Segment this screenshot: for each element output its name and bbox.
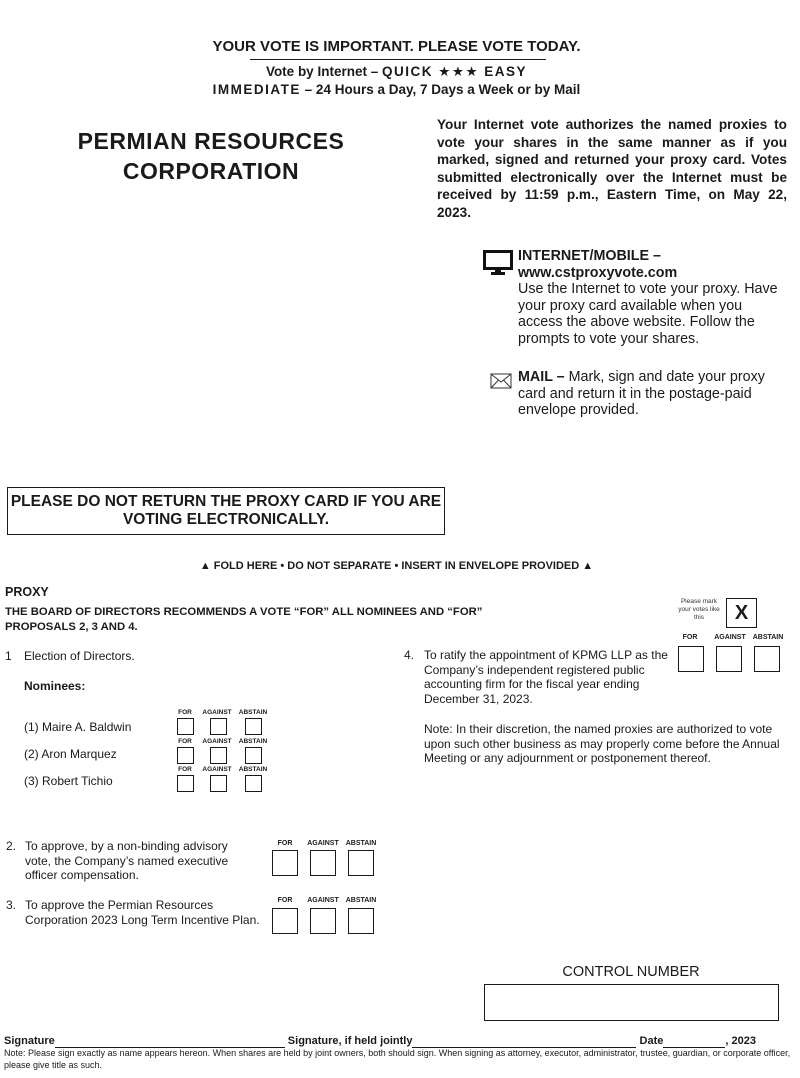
p2-for-header: FOR <box>277 840 293 847</box>
date-field[interactable] <box>663 1035 725 1048</box>
discretion-note: Note: In their discretion, the named proxies are authorized to vote upon such other business as may properly come before the Annual Meeting or any adjournment or postponement thereof. <box>424 722 780 765</box>
p4-against-checkbox[interactable] <box>716 646 742 672</box>
n2-against-header: AGAINST <box>202 738 232 745</box>
p3-against-checkbox[interactable] <box>310 908 336 934</box>
board-recommendation: THE BOARD OF DIRECTORS RECOMMENDS A VOTE “FOR” ALL NOMINEES AND “FOR” PROPOSALS 2, 3 AND 4. <box>5 606 483 633</box>
n2-abstain-header: ABSTAIN <box>238 738 268 745</box>
n1-against-checkbox[interactable] <box>210 718 227 735</box>
company-name <box>46 126 376 186</box>
p2-for-checkbox[interactable] <box>272 850 298 876</box>
n3-for-checkbox[interactable] <box>177 775 194 792</box>
n2-for-header: FOR <box>178 738 192 745</box>
do-not-return-text: PLEASE DO NOT RETURN THE PROXY CARD IF YOU ARE VOTING ELECTRONICALLY. <box>10 493 442 528</box>
computer-monitor-icon <box>483 250 513 276</box>
p3-against-header: AGAINST <box>307 897 339 904</box>
immediate-line <box>0 82 793 97</box>
nominee-1-name: (1) Maire A. Baldwin <box>24 720 132 734</box>
p2-against-header: AGAINST <box>307 840 339 847</box>
immediate-text: IMMEDIATE <box>212 82 301 97</box>
p3-for-checkbox[interactable] <box>272 908 298 934</box>
n2-abstain-checkbox[interactable] <box>245 747 262 764</box>
p4-text: To ratify the appointment of KPMG LLP as the Company’s independent registered public accounting firm for the fiscal year ending December 31, 2023. <box>424 648 668 706</box>
p1-title: Election of Directors. <box>24 649 135 663</box>
n3-for-header: FOR <box>178 766 192 773</box>
signature-note: Note: Please sign exactly as name appears hereon. When shares are held by joint owners, both should sign. When signing as attorney, executor, administrator, trustee, guardian, or corporate officer, please give title as such. <box>4 1048 791 1070</box>
p3-text: To approve the Permian Resources Corporation 2023 Long Term Incentive Plan. <box>25 898 260 927</box>
p2-against-checkbox[interactable] <box>310 850 336 876</box>
internet-method-title: INTERNET/MOBILE – <box>518 248 661 264</box>
mail-method-title: MAIL – <box>518 369 565 385</box>
vote-important-heading: YOUR VOTE IS IMPORTANT. PLEASE VOTE TODAY. <box>212 38 581 55</box>
p4-for-header: FOR <box>682 634 698 641</box>
vote-by-internet-line <box>0 64 793 80</box>
p3-number: 3. <box>6 898 17 912</box>
p2-text: To approve, by a non-binding advisory vote, the Company’s named executive officer compensation. <box>25 839 229 882</box>
n3-abstain-header: ABSTAIN <box>238 766 268 773</box>
signature-line <box>4 1035 794 1048</box>
n3-abstain-checkbox[interactable] <box>245 775 262 792</box>
quick-easy-text: QUICK ★★★ EASY <box>381 64 528 79</box>
n2-for-checkbox[interactable] <box>177 747 194 764</box>
p4-against-header: AGAINST <box>714 634 746 641</box>
fold-instruction: ▲ FOLD HERE • DO NOT SEPARATE • INSERT IN ENVELOPE PROVIDED ▲ <box>199 560 594 572</box>
nominee-2-name: (2) Aron Marquez <box>24 747 117 761</box>
n1-abstain-header: ABSTAIN <box>238 709 268 716</box>
date-label: Date <box>639 1035 664 1047</box>
n3-against-header: AGAINST <box>202 766 232 773</box>
control-number-box[interactable] <box>484 984 779 1021</box>
company-name-line1: PERMIAN RESOURCES <box>77 128 345 154</box>
n1-for-checkbox[interactable] <box>177 718 194 735</box>
internet-vote-intro: Your Internet vote authorizes the named proxies to vote your shares in the same manner as if you marked, signed and returned your proxy card. Votes submitted electronically over the Internet must be received by 11:59 p.m., Eastern Time, on May 22, 2023. <box>437 117 787 220</box>
p4-abstain-header: ABSTAIN <box>752 634 784 641</box>
n1-against-header: AGAINST <box>202 709 232 716</box>
signature-field[interactable] <box>55 1035 285 1048</box>
n2-against-checkbox[interactable] <box>210 747 227 764</box>
date-year: , 2023 <box>725 1035 756 1047</box>
joint-signature-label: Signature, if held jointly <box>287 1035 413 1047</box>
joint-signature-field[interactable] <box>412 1035 636 1048</box>
p2-abstain-header: ABSTAIN <box>345 840 377 847</box>
p3-for-header: FOR <box>277 897 293 904</box>
p3-abstain-header: ABSTAIN <box>345 897 377 904</box>
p2-abstain-checkbox[interactable] <box>348 850 374 876</box>
nominees-label: Nominees: <box>24 679 86 693</box>
signature-label: Signature <box>4 1035 55 1047</box>
mark-votes-hint: Please mark your votes like this <box>678 598 720 621</box>
p2-number: 2. <box>6 839 17 853</box>
company-name-line2: CORPORATION <box>122 158 300 184</box>
p4-number: 4. <box>404 648 415 662</box>
mail-method-body: Mark, sign and date your proxy card and return it in the postage-paid envelope provided. <box>518 369 765 419</box>
n1-abstain-checkbox[interactable] <box>245 718 262 735</box>
internet-method-body: Use the Internet to vote your proxy. Have your proxy card available when you access the above website. Follow the prompts to vote your shares. <box>518 281 778 347</box>
header-divider <box>250 59 546 60</box>
mail-method <box>518 369 788 419</box>
p1-number: 1 <box>5 649 12 663</box>
p3-abstain-checkbox[interactable] <box>348 908 374 934</box>
envelope-icon <box>490 373 512 389</box>
p4-abstain-checkbox[interactable] <box>754 646 780 672</box>
n1-for-header: FOR <box>178 709 192 716</box>
n3-against-checkbox[interactable] <box>210 775 227 792</box>
hours-text: – 24 Hours a Day, 7 Days a Week or by Mail <box>300 82 581 97</box>
do-not-return-warning <box>7 487 445 535</box>
vote-by-internet-text: Vote by Internet – <box>265 64 379 79</box>
proxy-vote-url[interactable]: www.cstproxyvote.com <box>518 264 678 281</box>
internet-method <box>518 248 788 348</box>
mark-example-box: X <box>726 598 757 628</box>
nominee-3-name: (3) Robert Tichio <box>24 774 113 788</box>
p4-for-checkbox[interactable] <box>678 646 704 672</box>
proxy-label: PROXY <box>5 585 49 599</box>
control-number-label: CONTROL NUMBER <box>562 964 700 980</box>
